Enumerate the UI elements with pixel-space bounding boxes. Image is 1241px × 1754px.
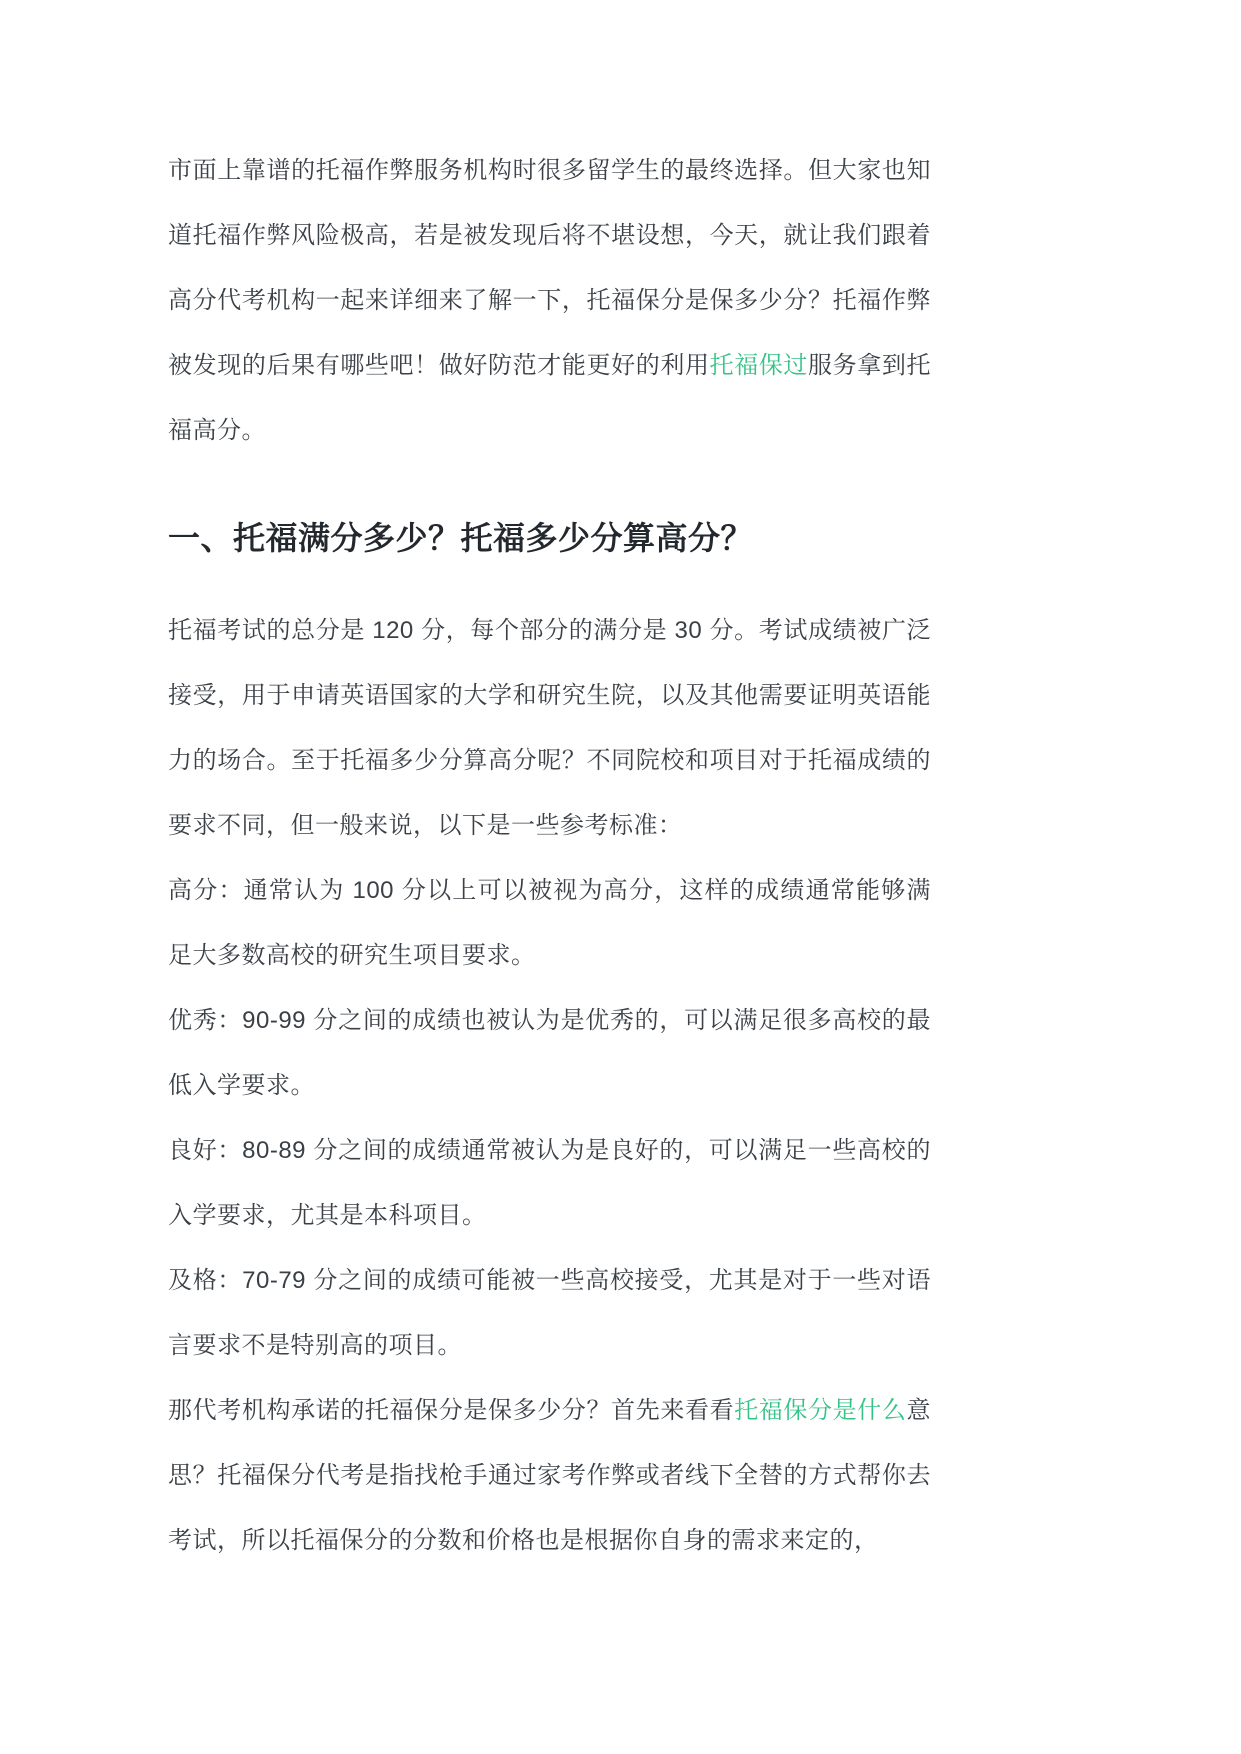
section1-paragraph-gaofen: 高分：通常认为 100 分以上可以被视为高分，这样的成绩通常能够满足大多数高校的研究生项目要求。 bbox=[168, 877, 931, 969]
section1-body bbox=[168, 598, 931, 1573]
section1-closing-paragraph bbox=[168, 1378, 931, 1573]
section1-paragraph-lianghao: 良好：80-89 分之间的成绩通常被认为是良好的，可以满足一些高校的入学要求，尤其是本科项目。 bbox=[168, 1137, 931, 1229]
document-content bbox=[168, 138, 931, 1573]
section1-paragraph: 托福考试的总分是 120 分，每个部分的满分是 30 分。考试成绩被广泛接受，用于申请英语国家的大学和研究生院，以及其他需要证明英语能力的场合。至于托福多少分算高分呢？不同院校和项目对于托福成绩的要求不同，但一般来说，以下是一些参考标准： bbox=[168, 617, 931, 839]
toefl-baofen-link[interactable]: 托福保分是什么 bbox=[734, 1397, 907, 1424]
closing-text-post: 意思？托福保分代考是指找枪手通过家考作弊或者线下全替的方式帮你去考试，所以托福保分的分数和价格也是根据你自身的需求来定的， bbox=[168, 1397, 932, 1554]
intro-text-post: 服务拿到托福高分。 bbox=[168, 352, 932, 444]
section1-paragraph-youxiu: 优秀：90-99 分之间的成绩也被认为是优秀的，可以满足很多高校的最低入学要求。 bbox=[168, 1007, 931, 1099]
intro-text-pre: 市面上靠谱的托福作弊服务机构时很多留学生的最终选择。但大家也知道托福作弊风险极高，若是被发现后将不堪设想，今天，就让我们跟着高分代考机构一起来详细来了解一下，托福保分是保多少分？托福作弊被发现的后果有哪些吧！做好防范才能更好的利用 bbox=[168, 157, 931, 379]
intro-paragraph bbox=[168, 138, 931, 463]
toefl-baoguo-link[interactable]: 托福保过 bbox=[709, 352, 809, 379]
section1-heading: 一、托福满分多少？托福多少分算高分？ bbox=[168, 520, 754, 556]
section1-paragraph-jige: 及格：70-79 分之间的成绩可能被一些高校接受，尤其是对于一些对语言要求不是特别高的项目。 bbox=[168, 1267, 931, 1359]
closing-text-pre: 那代考机构承诺的托福保分是保多少分？首先来看看 bbox=[168, 1397, 735, 1424]
